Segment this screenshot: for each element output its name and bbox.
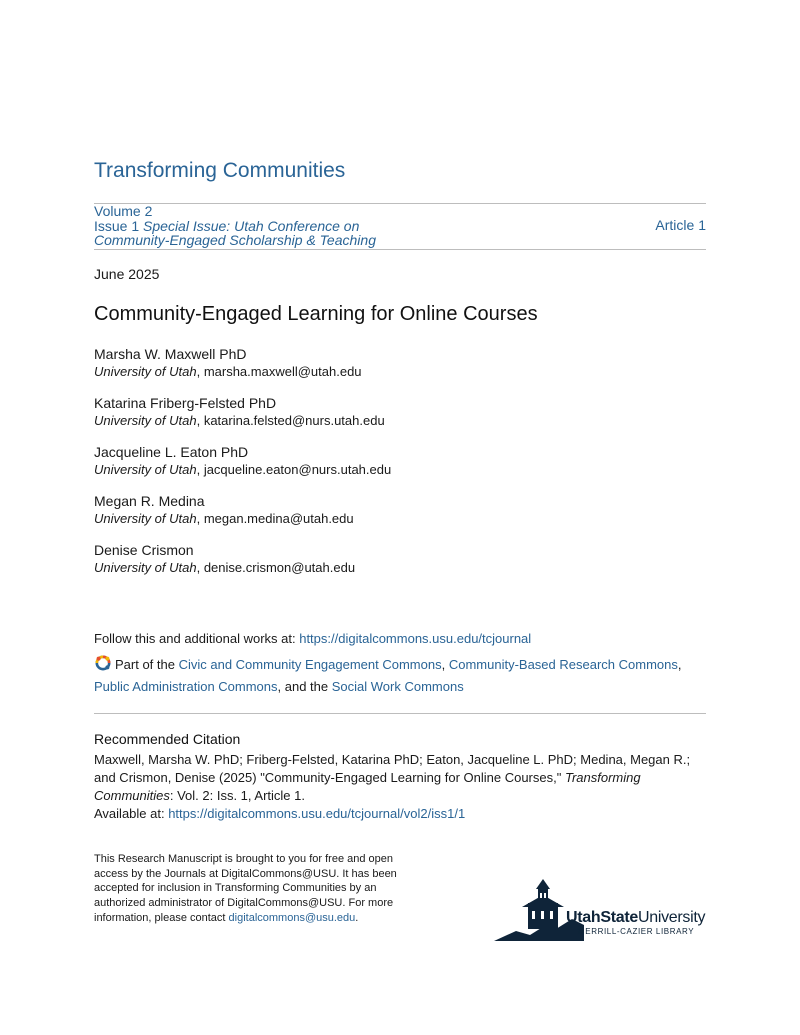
author-affiliation xyxy=(94,510,354,527)
separator: , and the xyxy=(277,679,332,694)
volume-link[interactable]: Volume 2 xyxy=(94,203,153,219)
citation-text: Maxwell, Marsha W. PhD; Friberg-Felsted, Katarina PhD; Eaton, Jacqueline L. PhD; Medina, Megan R.; and Crismon, Denise (2025) "Community-Engaged Learning for Online Courses," xyxy=(94,752,691,785)
citation-text-end: : Vol. 2: Iss. 1, Article 1. xyxy=(169,788,305,803)
journal-title[interactable]: Transforming Communities xyxy=(94,159,346,182)
divider-citation xyxy=(94,713,706,714)
citation-body xyxy=(94,751,710,823)
citation-heading: Recommended Citation xyxy=(94,731,241,747)
article-link[interactable]: Article 1 xyxy=(655,217,706,233)
author-1 xyxy=(94,345,362,380)
issue-line[interactable] xyxy=(94,219,706,234)
available-link[interactable]: https://digitalcommons.usu.edu/tcjournal/vol2/iss1/1 xyxy=(168,806,466,821)
contact-email-link[interactable]: digitalcommons@usu.edu xyxy=(228,911,356,924)
commons-link-community-research[interactable]: Community-Based Research Commons xyxy=(448,657,678,672)
available-label: Available at: xyxy=(94,806,169,821)
part-of-prefix: Part of the xyxy=(115,657,179,672)
follow-label: Follow this and additional works at: xyxy=(94,631,300,646)
author-email: , megan.medina@utah.edu xyxy=(196,511,354,526)
author-institution: University of Utah xyxy=(94,560,197,575)
logo-name-bold: UtahState xyxy=(566,909,638,926)
issue-info xyxy=(94,204,706,248)
citation-journal: Transforming Communities xyxy=(94,770,641,803)
logo-subtitle: MERRILL-CAZIER LIBRARY xyxy=(578,927,695,936)
author-affiliation xyxy=(94,559,355,576)
separator: , xyxy=(677,657,682,672)
author-institution: University of Utah xyxy=(94,413,197,428)
special-issue-title[interactable]: Special Issue: Utah Conference on xyxy=(143,217,360,234)
special-issue-title-cont[interactable]: Community-Engaged Scholarship & Teaching xyxy=(94,232,376,248)
author-email: , jacqueline.eaton@nurs.utah.edu xyxy=(196,462,392,477)
author-institution: University of Utah xyxy=(94,511,197,526)
author-name: Marsha W. Maxwell PhD xyxy=(94,346,247,362)
author-affiliation xyxy=(94,461,391,478)
follow-line xyxy=(94,631,531,646)
commons-link-civic[interactable]: Civic and Community Engagement Commons xyxy=(178,657,442,672)
author-name: Megan R. Medina xyxy=(94,493,205,509)
author-5 xyxy=(94,541,355,576)
separator: , xyxy=(441,657,449,672)
footer-end: . xyxy=(355,911,359,924)
author-institution: University of Utah xyxy=(94,364,197,379)
part-of-commons xyxy=(94,654,714,698)
author-name: Jacqueline L. Eaton PhD xyxy=(94,444,249,460)
author-email: , katarina.felsted@nurs.utah.edu xyxy=(196,413,385,428)
author-4 xyxy=(94,492,354,527)
commons-link-public-admin[interactable]: Public Administration Commons xyxy=(94,679,278,694)
author-3 xyxy=(94,443,391,478)
publication-date: June 2025 xyxy=(94,266,160,282)
logo-name-regular: University xyxy=(637,909,706,926)
footer-text: This Research Manuscript is brought to you for free and open access by the Journals at DigitalCommons@USU. It has been accepted for inclusion in Transforming Communities by an authorized administrator of DigitalCommons@USU. For more information, please contact xyxy=(94,853,397,924)
author-email: , denise.crismon@utah.edu xyxy=(196,560,356,575)
author-name: Denise Crismon xyxy=(94,542,194,558)
author-affiliation xyxy=(94,412,385,429)
article-title: Community-Engaged Learning for Online Courses xyxy=(94,303,538,325)
author-institution: University of Utah xyxy=(94,462,197,477)
footer-notice xyxy=(94,852,399,926)
author-2 xyxy=(94,394,385,429)
author-name: Katarina Friberg-Felsted PhD xyxy=(94,395,277,411)
follow-link[interactable]: https://digitalcommons.usu.edu/tcjournal xyxy=(299,631,532,646)
divider-issue xyxy=(94,249,706,250)
issue-link[interactable]: Issue 1 xyxy=(94,217,140,234)
network-commons-icon xyxy=(94,654,112,672)
logo-wordmark xyxy=(566,909,705,927)
commons-link-social-work[interactable]: Social Work Commons xyxy=(331,679,464,694)
author-email: , marsha.maxwell@utah.edu xyxy=(196,364,362,379)
author-affiliation xyxy=(94,363,362,380)
usu-library-logo xyxy=(494,879,714,943)
